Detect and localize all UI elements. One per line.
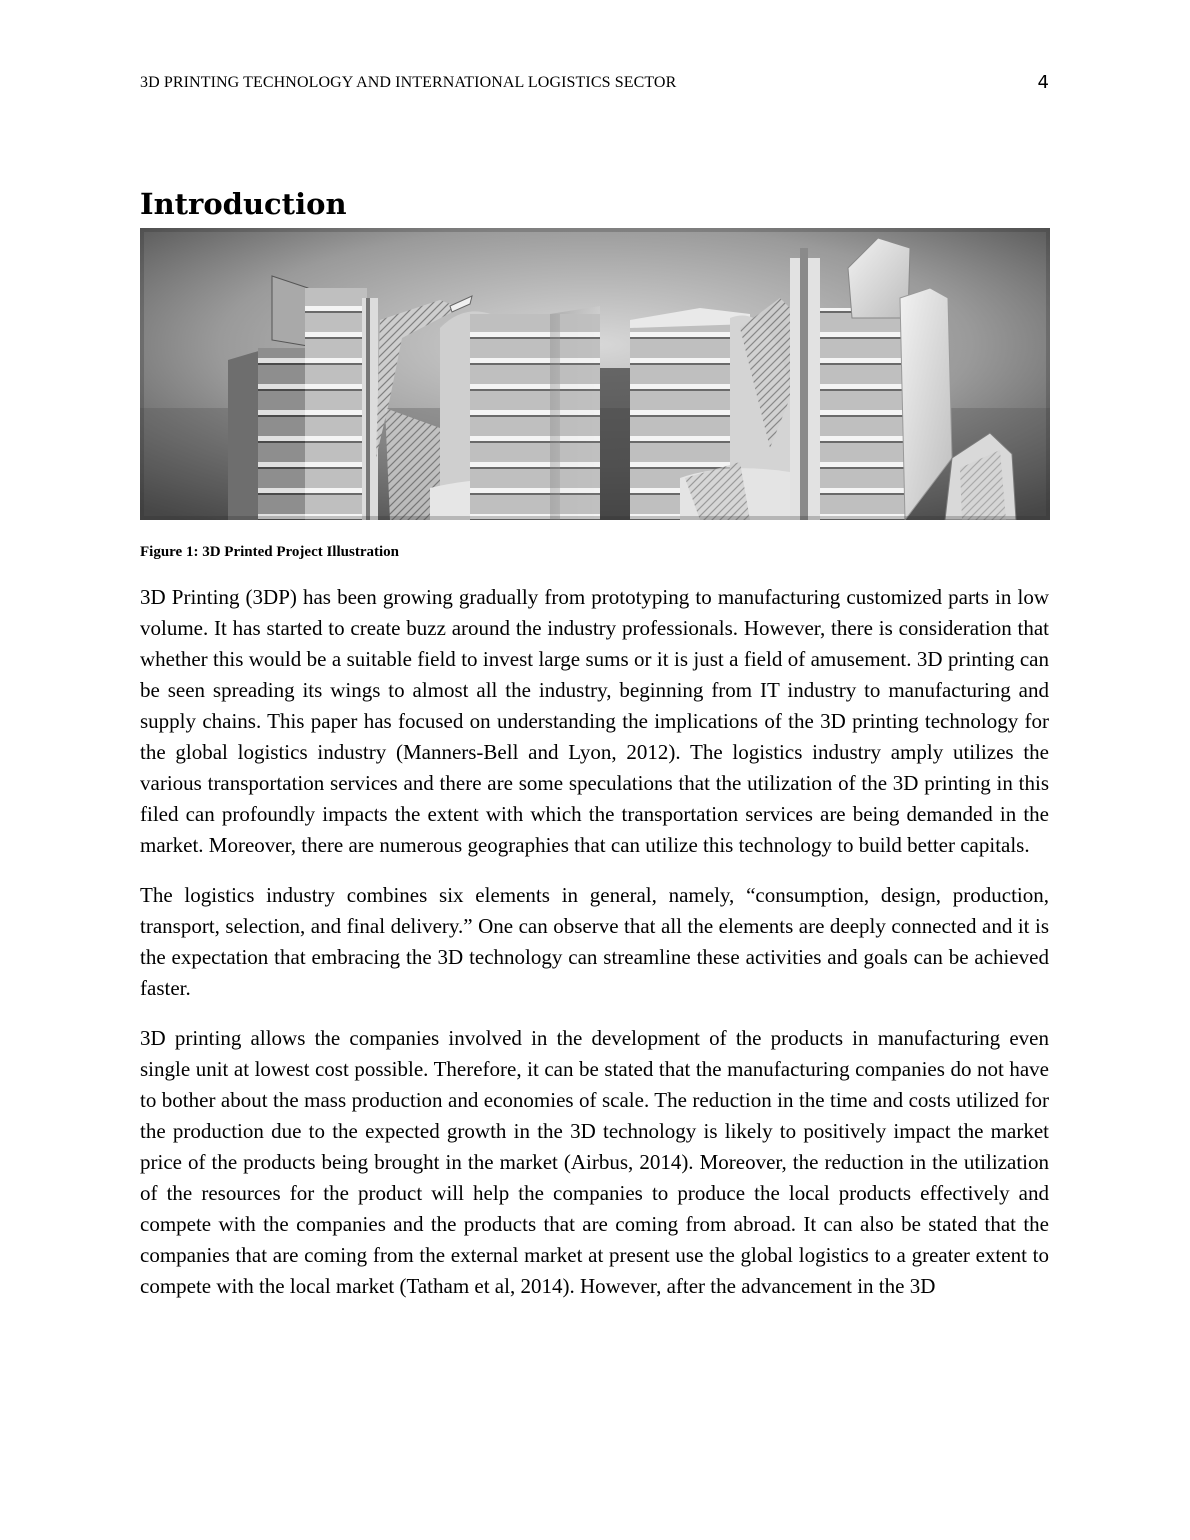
- paragraph: 3D printing allows the companies involved in the development of the products in manufacturing even single unit at lowest cost possible. Therefore, it can be stated that the manufacturing companies do not have to bother about the mass production and economies of scale. The reduction in the time and costs utilized for the production due to the expected growth in the 3D technology is likely to positively impact the market price of the products being brought in the market (Airbus, 2014). Moreover, the reduction in the utilization of the resources for the product will help the companies to produce the local products effectively and compete with the companies and the products that are coming from abroad. It can also be stated that the companies that are coming from the external market at present use the global logistics to a greater extent to compete with the local market (Tatham et al, 2014). However, after the advancement in the 3D: [140, 1026, 1049, 1298]
- running-head: 3D PRINTING TECHNOLOGY AND INTERNATIONAL LOGISTICS SECTOR: [140, 74, 677, 91]
- figure-image: [140, 228, 1050, 520]
- paragraph: The logistics industry combines six elements in general, namely, “consumption, design, production, transport, selection, and final delivery.” One can observe that all the elements are deeply connected and it is the expectation that embracing the 3D technology can streamline these activities and goals can be achieved faster.: [140, 883, 1049, 1000]
- section-heading: Introduction: [140, 187, 347, 221]
- body-text: [140, 582, 1049, 1321]
- paragraph: 3D Printing (3DP) has been growing gradually from prototyping to manufacturing customized parts in low volume. It has started to create buzz around the industry professionals. However, there is consideration that whether this would be a suitable field to invest large sums or it is just a field of amusement. 3D printing can be seen spreading its wings to almost all the industry, beginning from IT industry to manufacturing and supply chains. This paper has focused on understanding the implications of the 3D printing technology for the global logistics industry (Manners-Bell and Lyon, 2012). The logistics industry amply utilizes the various transportation services and there are some speculations that the utilization of the 3D printing in this filed can profoundly impacts the extent with which the transportation services are being demanded in the market. Moreover, there are numerous geographies that can utilize this technology to build better capitals.: [140, 585, 1049, 857]
- figure-caption: Figure 1: 3D Printed Project Illustration: [140, 544, 399, 560]
- page-number: 4: [1037, 72, 1049, 93]
